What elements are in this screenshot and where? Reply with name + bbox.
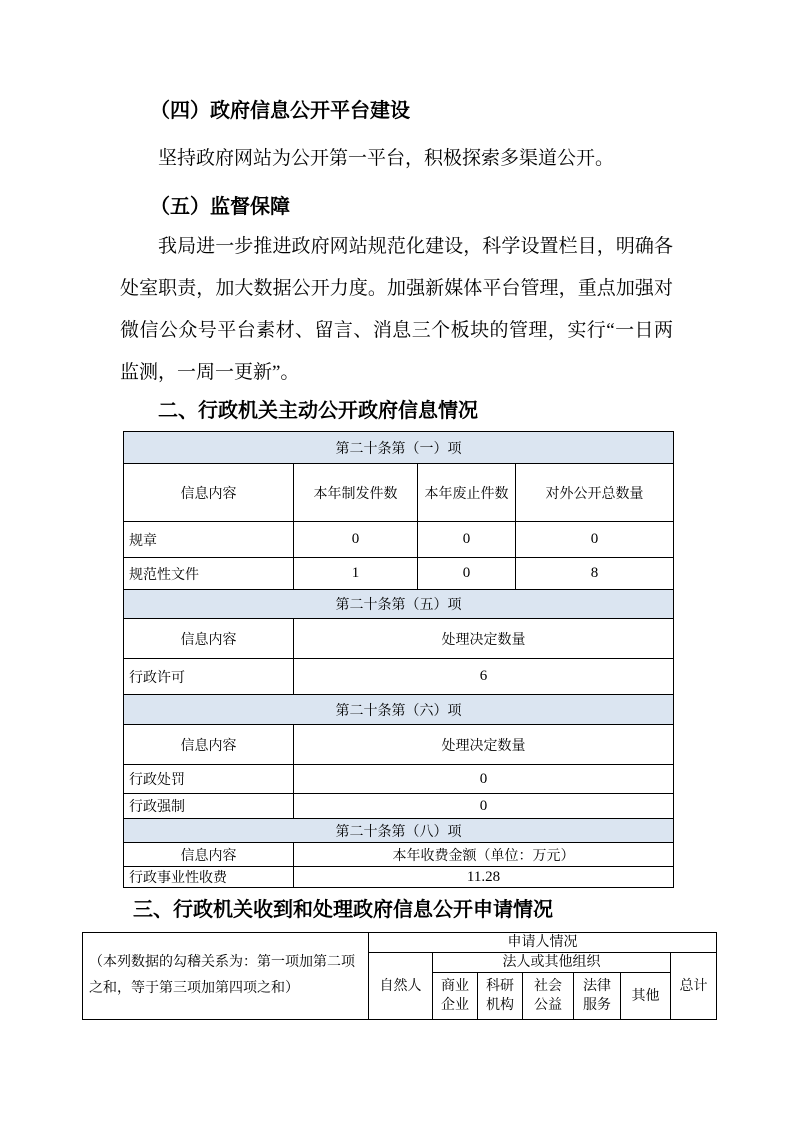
part-3-heading: 三、行政机关收到和处理政府信息公开申请情况 [133, 899, 553, 921]
column-header: 信息内容 [124, 843, 294, 867]
table-row [124, 794, 674, 819]
applicant-status-header: 申请人情况 [369, 933, 717, 953]
column-header: 本年收费金额（单位：万元） [294, 843, 674, 867]
cell-value: 0 [516, 522, 674, 558]
column-header: 处理决定数量 [294, 619, 674, 659]
sub-header-other: 其他 [621, 973, 671, 1020]
legal-org-header: 法人或其他组织 [433, 953, 671, 973]
column-header: 信息内容 [124, 464, 294, 522]
section-4-heading: （四）政府信息公开平台建设 [150, 100, 410, 122]
table-row [124, 659, 674, 695]
cell-value: 0 [294, 522, 418, 558]
table-row [124, 695, 674, 725]
section-4-paragraph: 坚持政府网站为公开第一平台，积极探索多渠道公开。 [158, 148, 615, 169]
sub-header-legal-service: 法律服务 [574, 973, 621, 1020]
row-label: 规章 [124, 522, 294, 558]
table-row [124, 590, 674, 619]
table-row [124, 558, 674, 590]
cell-value: 8 [516, 558, 674, 590]
band-article20-item8: 第二十条第（八）项 [124, 819, 674, 843]
column-header: 信息内容 [124, 619, 294, 659]
table-row [124, 867, 674, 888]
table-row [124, 464, 674, 522]
table-row [124, 522, 674, 558]
row-label: 行政强制 [124, 794, 294, 819]
sub-header-research: 科研机构 [478, 973, 523, 1020]
natural-person-header: 自然人 [369, 953, 433, 1020]
row-label: 行政处罚 [124, 765, 294, 794]
table-row [124, 765, 674, 794]
section-5-heading: （五）监督保障 [150, 196, 290, 218]
column-header: 本年废止件数 [418, 464, 516, 522]
column-header: 对外公开总数量 [516, 464, 674, 522]
column-header: 本年制发件数 [294, 464, 418, 522]
part-2-heading: 二、行政机关主动公开政府信息情况 [158, 400, 478, 422]
table-row [124, 432, 674, 464]
table-row [83, 933, 717, 953]
sub-header-public-welfare: 社会公益 [523, 973, 574, 1020]
cell-value: 0 [418, 558, 516, 590]
band-article20-item6: 第二十条第（六）项 [124, 695, 674, 725]
row-label: 行政事业性收费 [124, 867, 294, 888]
band-article20-item5: 第二十条第（五）项 [124, 590, 674, 619]
row-label: 规范性文件 [124, 558, 294, 590]
cell-value: 0 [294, 794, 674, 819]
cell-value: 0 [294, 765, 674, 794]
table-row [124, 843, 674, 867]
cell-value: 0 [418, 522, 516, 558]
cell-value: 1 [294, 558, 418, 590]
table-row [124, 619, 674, 659]
column-header: 信息内容 [124, 725, 294, 765]
column-header: 处理决定数量 [294, 725, 674, 765]
table-row [124, 725, 674, 765]
note-cell: （本列数据的勾稽关系为：第一项加第二项之和，等于第三项加第四项之和） [83, 933, 369, 1020]
cell-value: 11.28 [294, 867, 674, 888]
table-row [124, 819, 674, 843]
section-5-paragraph: 我局进一步推进政府网站规范化建设，科学设置栏目，明确各处室职责，加大数据公开力度。加强新媒体平台管理，重点加强对微信公众号平台素材、留言、消息三个板块的管理，实行“一日两监测，一周一更新”。 [120, 236, 673, 383]
cell-value: 6 [294, 659, 674, 695]
band-article20-item1: 第二十条第（一）项 [124, 432, 674, 464]
row-label: 行政许可 [124, 659, 294, 695]
active-disclosure-table [123, 431, 674, 888]
total-header: 总计 [671, 953, 717, 1020]
sub-header-commercial: 商业企业 [433, 973, 478, 1020]
applications-table [82, 932, 717, 1020]
